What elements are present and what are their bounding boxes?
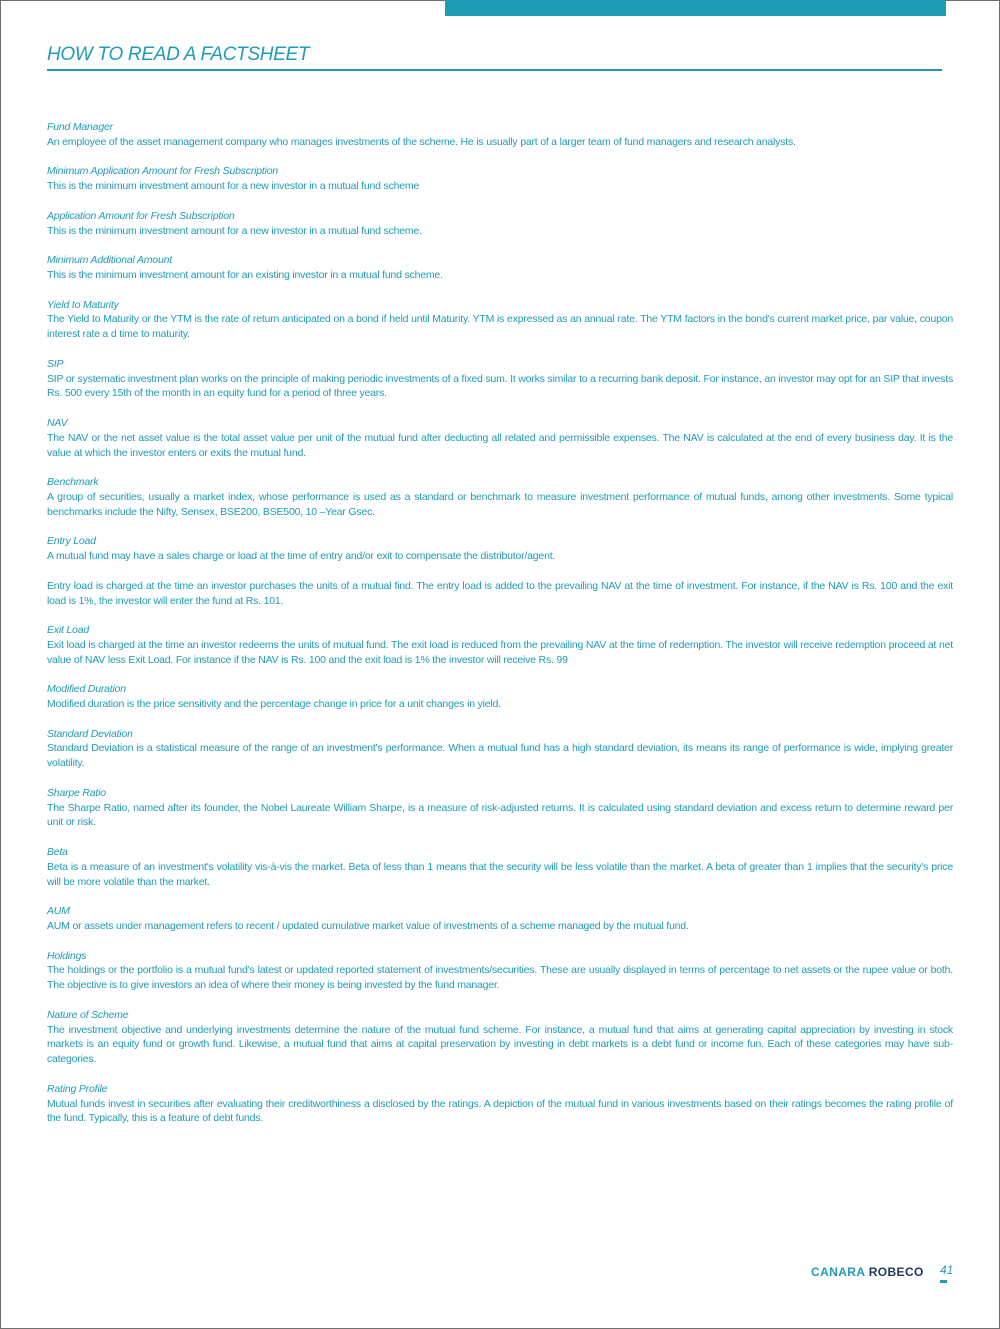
term-name: Sharpe Ratio [47, 786, 106, 799]
term-name: Entry Load [47, 535, 96, 548]
logo-robeco-text: ROBECO [868, 1265, 924, 1279]
page-number-underline [940, 1280, 947, 1283]
glossary-term [47, 786, 953, 830]
glossary-term [47, 416, 953, 460]
term-description: SIP or systematic investment plan works on the principle of making periodic investments of a fixed sum. It works similar to a recurring bank deposit. For instance, an investor may opt for an SIP that invests Rs. 500 every 15th of the month in an equity fund for a period of three years. [47, 372, 953, 400]
term-name: NAV [47, 416, 68, 429]
term-name: Fund Manager [47, 121, 113, 133]
glossary-term [47, 298, 953, 342]
term-description: Modified duration is the price sensitivity and the percentage change in price for a unit changes in yield. [47, 698, 501, 711]
term-name: Minimum Application Amount for Fresh Subscription [47, 165, 279, 178]
page-number: 41 [940, 1263, 954, 1277]
term-name: SIP [47, 357, 64, 370]
term-name: Holdings [47, 949, 87, 962]
glossary-term [47, 534, 953, 564]
term-description: Entry load is charged at the time an investor purchases the units of a mutual find. The entry load is added to the prevailing NAV at the time of investment. For instance, if the NAV is Rs. 100 and the exit load is 1%, the investor will enter the fund at Rs. 101. [47, 579, 953, 607]
term-name: Yield to Maturity [47, 298, 119, 311]
term-description: The NAV or the net asset value is the total asset value per unit of the mutual fund after deducting all related and permissible expenses. The NAV is calculated at the end of every business day. It is the value at which the investor enters or exits the mutual fund. [47, 431, 953, 459]
term-name: Minimum Additional Amount [47, 254, 172, 267]
term-description: A group of securities, usually a market index, whose performance is used as a standard or benchmark to measure investment performance of mutual funds, among other investments. Some typical benchmarks include the Nifty, Sensex, BSE200, BSE500, 10 –Year Gsec. [47, 490, 953, 518]
term-description: This is the minimum investment amount for a new investor in a mutual fund scheme [47, 180, 420, 193]
term-name: Rating Profile [47, 1082, 108, 1095]
term-description: Beta is a measure of an investment's volatility vis-à-vis the market. Beta of less than 1 means that the security will be less volatile than the market. A beta of greater than 1 implies that the security's price will be more volatile than the market. [47, 860, 953, 888]
term-name: Application Amount for Fresh Subscription [47, 209, 235, 222]
term-name: Modified Duration [47, 683, 126, 696]
glossary-term-continued [47, 579, 953, 609]
term-description: The investment objective and underlying investments determine the nature of the mutual fund scheme. For instance, a mutual fund that aims at generating capital appreciation by investing in stock markets is an equity fund or growth fund. Likewise, a mutual fund that aims at capital preservation by investing in debt markets is a debt fund or income fun. Each of these categories may have sub-categories. [47, 1023, 953, 1066]
glossary-term [47, 1008, 953, 1067]
term-description: A mutual fund may have a sales charge or load at the time of entry and/or exit to compensate the distributor/agent. [47, 550, 556, 563]
glossary-term [47, 209, 953, 239]
term-name: Beta [47, 846, 68, 859]
term-description: The holdings or the portfolio is a mutual fund's latest or updated reported statement of investments/securities. These are usually displayed in terms of percentage to net assets or the rupee value or both. The objective is to give investors an idea of where their money is being invested by the fund manager. [47, 964, 953, 992]
term-description: Standard Deviation is a statistical measure of the range of an investment's performance. When a mutual fund has a high standard deviation, its means its range of performance is wide, implying greater volatility. [47, 742, 953, 770]
term-description: This is the minimum investment amount for a new investor in a mutual fund scheme. [47, 224, 422, 237]
glossary-term [47, 623, 953, 667]
logo-canara-text: CANARA [811, 1265, 865, 1279]
glossary-term [47, 475, 953, 519]
term-name: AUM [47, 905, 70, 918]
term-name: Standard Deviation [47, 727, 133, 740]
glossary-term [47, 120, 953, 150]
glossary-term [47, 1082, 953, 1126]
term-description: This is the minimum investment amount for an existing investor in a mutual fund scheme. [47, 268, 443, 281]
term-description: Mutual funds invest in securities after evaluating their creditworthiness a disclosed by the ratings. A depiction of the mutual fund in various investments based on their ratings becomes the rating profile of the fund. Typically, this is a feature of debt funds. [47, 1097, 953, 1125]
glossary-term [47, 727, 953, 771]
term-description: AUM or assets under management refers to recent / updated cumulative market value of investments of a scheme managed by the mutual fund. [47, 920, 689, 933]
glossary [47, 120, 953, 1141]
term-name: Exit Load [47, 624, 89, 637]
glossary-term [47, 949, 953, 993]
brand-logo [811, 1265, 924, 1279]
term-description: An employee of the asset management company who manages investments of the scheme. He is usually part of a larger team of fund managers and research analysts. [47, 135, 796, 148]
header-accent-bar [445, 0, 946, 16]
title-divider [47, 69, 942, 71]
glossary-term [47, 164, 953, 194]
term-name: Nature of Scheme [47, 1008, 129, 1021]
glossary-term [47, 845, 953, 889]
glossary-term [47, 357, 953, 401]
glossary-term [47, 904, 953, 934]
term-description: The Yield to Maturity or the YTM is the rate of return anticipated on a bond if held until Maturity. YTM is expressed as an annual rate. The YTM factors in the bond's current market price, par value, coupon interest rate a d time to maturity. [47, 313, 953, 341]
glossary-term [47, 253, 953, 283]
term-description: The Sharpe Ratio, named after its founder, the Nobel Laureate William Sharpe, is a measure of risk-adjusted returns. It is calculated using standard deviation and excess return to determine reward per unit or risk. [47, 801, 953, 829]
page-title: HOW TO READ A FACTSHEET [47, 44, 310, 65]
term-name: Benchmark [47, 476, 99, 489]
term-description: Exit load is charged at the time an investor redeems the units of mutual fund. The exit load is reduced from the prevailing NAV at the time of redemption. The investor will receive redemption proceed at net value of NAV less Exit Load. For instance if the NAV is Rs. 100 and the exit load is 1% the investor will receive Rs. 99 [47, 638, 953, 666]
glossary-term [47, 682, 953, 712]
